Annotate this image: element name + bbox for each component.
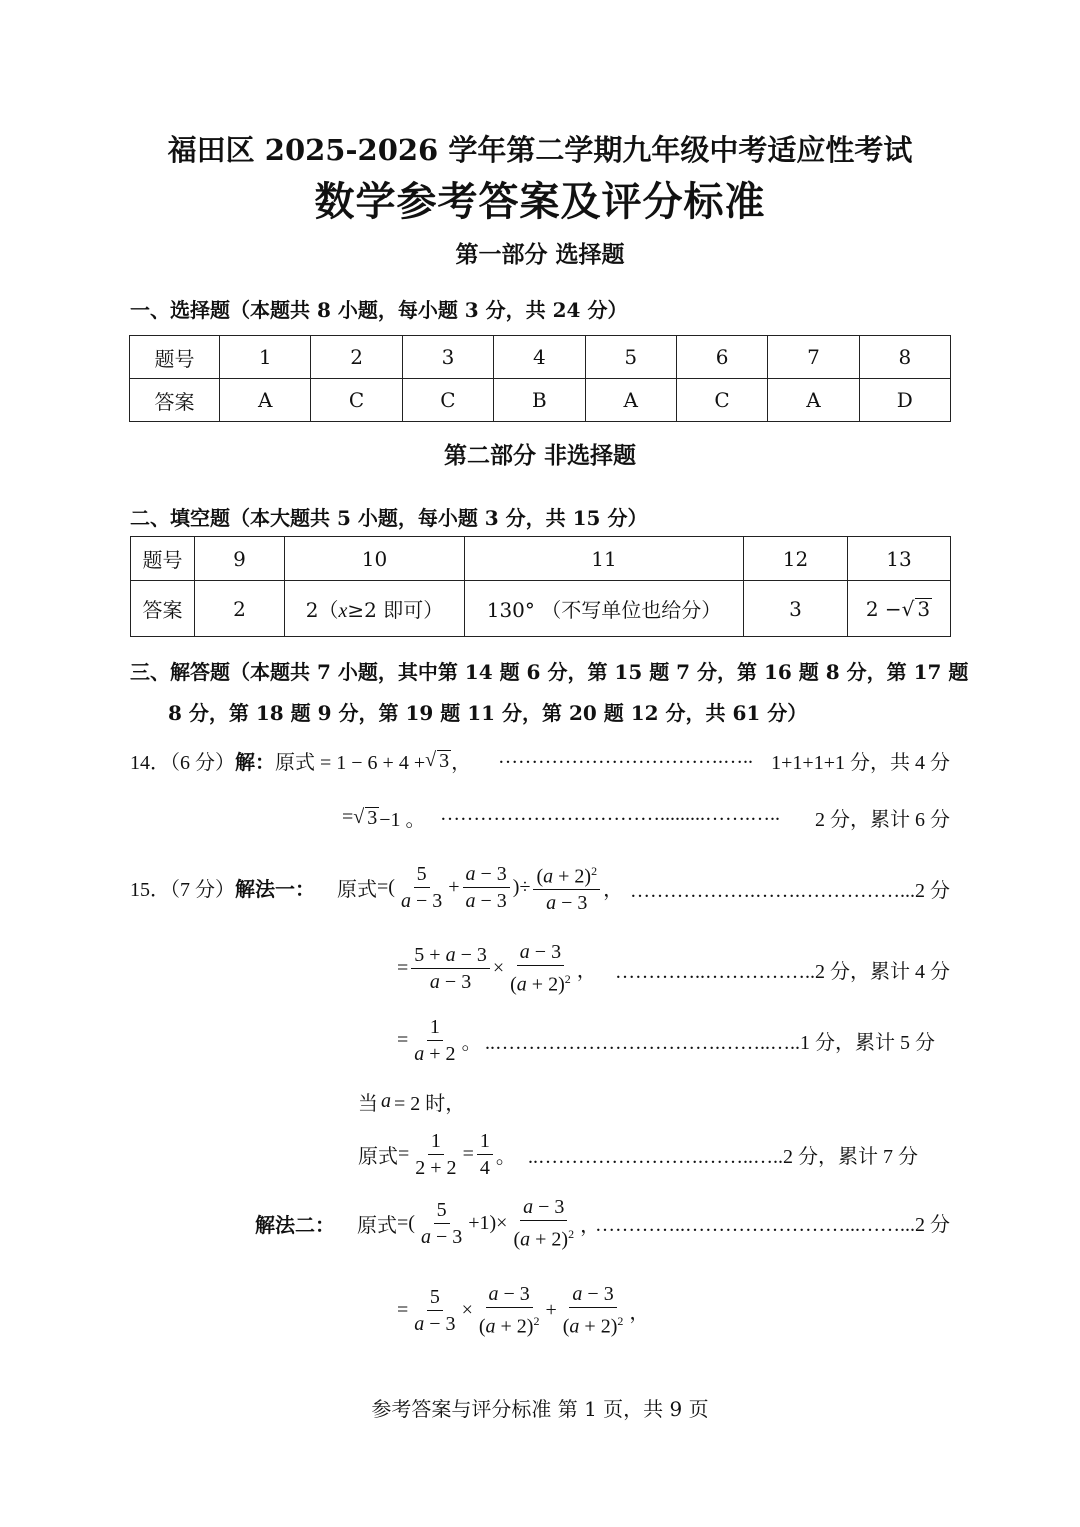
answer-cell: C	[311, 379, 402, 422]
page-footer: 参考答案与评分标准 第 1 页，共 9 页	[371, 1397, 709, 1421]
q15-condition: 当 a = 2 时，	[358, 1090, 466, 1115]
row-label: 答案	[131, 581, 195, 637]
fraction: $\frac{a - 3}{(a + 2)^2}$	[562, 1282, 624, 1338]
question-number: 5	[585, 336, 676, 379]
q15-line3: = $\frac{1}{a + 2}$ 。	[397, 1015, 482, 1065]
table-row	[131, 581, 951, 637]
q14-line2: = √ 3 −1 。	[342, 803, 426, 832]
expression: =	[342, 806, 354, 828]
answer-cell: A	[768, 379, 859, 422]
q15-line1: 15．（7 分） 解法一： 原式 =( $\frac{5}{a - 3}$ + $\frac{a - 3}{a - 3}$ )÷ $\frac{(a + 2)^2}{a - 3}$ ，	[130, 859, 623, 915]
q15-line4: 原式 = $\frac{1}{2 + 2}$ = $\frac{1}{4}$ 。	[358, 1129, 516, 1179]
question-number: 10	[285, 537, 465, 581]
fraction: $\frac{1}{a + 2}$	[414, 1015, 456, 1065]
document-title: 数学参考答案及评分标准	[314, 178, 766, 225]
expression: 原式	[337, 878, 377, 901]
answer-cell: 3	[744, 581, 848, 637]
exam-title: 福田区 2025-2026 学年第二学期九年级中考适应性考试	[167, 133, 913, 167]
q15-line4-score	[528, 1140, 918, 1169]
fraction: $\frac{1}{4}$	[477, 1128, 493, 1181]
question-number: 3	[402, 336, 493, 379]
fraction: $\frac{a - 3}{(a + 2)^2}$	[478, 1282, 540, 1338]
answer-text: 2 −	[865, 596, 902, 621]
question-number: 8	[859, 336, 950, 379]
question-number: 7	[768, 336, 859, 379]
table-row	[130, 379, 951, 422]
q14-line1: 14．（6 分） 解： 原式 = 1 − 6 + 4 + √ 3 ，	[130, 746, 471, 775]
row-label: 题号	[130, 336, 220, 379]
score-text: ……………….…….……………...2 分	[630, 880, 950, 902]
answer-cell	[285, 581, 465, 637]
question-number: 6	[676, 336, 767, 379]
expression: 原式 = 1 − 6 + 4 +	[275, 752, 426, 774]
answer-cell: A	[585, 379, 676, 422]
q14-line1-score	[771, 746, 950, 775]
q15-line2: = $\frac{5 + a - 3}{a - 3}$ × $\frac{a - 3}{(a + 2)^2}$ ，	[397, 940, 597, 996]
answer-cell: B	[494, 379, 585, 422]
answer-text: 2（	[305, 598, 339, 622]
answer-cell: C	[676, 379, 767, 422]
part1-heading: 第一部分 选择题	[455, 241, 625, 268]
variable: x	[338, 600, 348, 622]
score-text: …………..……………………...……...2 分	[595, 1214, 950, 1236]
radicand: 3	[439, 750, 450, 772]
answer-cell: 130° （不写单位也给分）	[465, 581, 744, 637]
fraction: $\frac{5 + a - 3}{a - 3}$	[411, 942, 490, 995]
question-number: 11	[465, 537, 744, 581]
q14-line2-dots	[440, 803, 780, 826]
score-text: 1+1+1+1 分，共 4 分	[771, 752, 950, 774]
method1-label: 解法一：	[235, 878, 315, 901]
q15-method2-line2: = $\frac{5}{a - 3}$ × $\frac{a - 3}{(a + 2)^2}$ + $\frac{a - 3}{(a + 2)^2}$ ，	[397, 1282, 650, 1338]
fraction: $\frac{a - 3}{(a + 2)^2}$	[510, 940, 571, 996]
fill-section-heading: 二、填空题（本大题共 5 小题，每小题 3 分，共 15 分）	[130, 506, 648, 530]
answer-cell: A	[220, 379, 311, 422]
solution-label: 解：	[235, 752, 275, 774]
question-number: 13	[848, 537, 951, 581]
fraction: $\frac{5}{a - 3}$	[414, 1285, 456, 1335]
q15-line3-dots	[485, 1026, 935, 1055]
question-number: 9	[195, 537, 285, 581]
table-row	[131, 537, 951, 581]
score-text: ..…………………….……..…..2 分，累计 7 分	[528, 1146, 918, 1168]
answer-cell: D	[859, 379, 950, 422]
choice-section-heading: 一、选择题（本题共 8 小题，每小题 3 分，共 24 分）	[130, 298, 628, 322]
fraction: $\frac{5}{a - 3}$	[420, 1198, 463, 1248]
answer-cell: 2 −√ 3	[848, 581, 951, 637]
score-text: ..…………………………….……..…..1 分，累计 5 分	[485, 1032, 935, 1054]
q14-line1-dots	[498, 746, 753, 769]
score-text: 2 分，累计 6 分	[815, 809, 950, 831]
score-text: …………..……………..2 分，累计 4 分	[615, 961, 950, 983]
question-label: 14．（6 分）	[130, 752, 235, 774]
answer-cell: C	[402, 379, 493, 422]
question-number: 1	[220, 336, 311, 379]
q14-line2-score	[815, 803, 950, 832]
question-label: 15．（7 分）	[130, 878, 235, 901]
expression: −1 。	[379, 809, 426, 831]
q15-line2-score	[615, 955, 950, 984]
fraction: $\frac{a - 3}{a - 3}$	[463, 861, 510, 914]
fraction: $\frac{(a + 2)^2}{a - 3}$	[533, 858, 600, 917]
radicand: 3	[917, 596, 931, 621]
method2-label: 解法二：	[255, 1214, 335, 1237]
table-row	[130, 336, 951, 379]
solve-section-heading: 三、解答题（本题共 7 小题，其中第 14 题 6 分，第 15 题 7 分，第 16 题 8 分，第 17 题	[130, 660, 969, 684]
answer-cell: 2	[195, 581, 285, 637]
question-number: 4	[494, 336, 585, 379]
q15-method2-line1-score	[595, 1208, 950, 1237]
part2-heading: 第二部分 非选择题	[443, 442, 636, 469]
question-number: 2	[311, 336, 402, 379]
fraction: $\frac{1}{2 + 2}$	[415, 1129, 457, 1179]
question-number: 12	[744, 537, 848, 581]
choice-answer-table	[129, 335, 951, 422]
radicand: 3	[367, 807, 378, 829]
solve-section-heading-cont: 8 分，第 18 题 9 分，第 19 题 11 分，第 20 题 12 分，共 61 分）	[168, 701, 808, 725]
leader-dots: …………………………….…..	[498, 746, 753, 768]
expression: ，	[451, 752, 472, 774]
q15-method2-line1: 解法二： 原式 =( $\frac{5}{a - 3}$ +1)× $\frac{a - 3}{(a + 2)^2}$ ，	[255, 1195, 601, 1251]
row-label: 题号	[131, 537, 195, 581]
fill-answer-table	[130, 536, 951, 637]
row-label: 答案	[130, 379, 220, 422]
answer-text: ≥2 即可）	[347, 598, 444, 622]
leader-dots: …………………………….........…….…..	[440, 803, 780, 825]
fraction: $\frac{5}{a - 3}$	[400, 862, 443, 912]
fraction: $\frac{a - 3}{(a + 2)^2}$	[513, 1195, 575, 1251]
q15-line1-score	[630, 874, 950, 903]
